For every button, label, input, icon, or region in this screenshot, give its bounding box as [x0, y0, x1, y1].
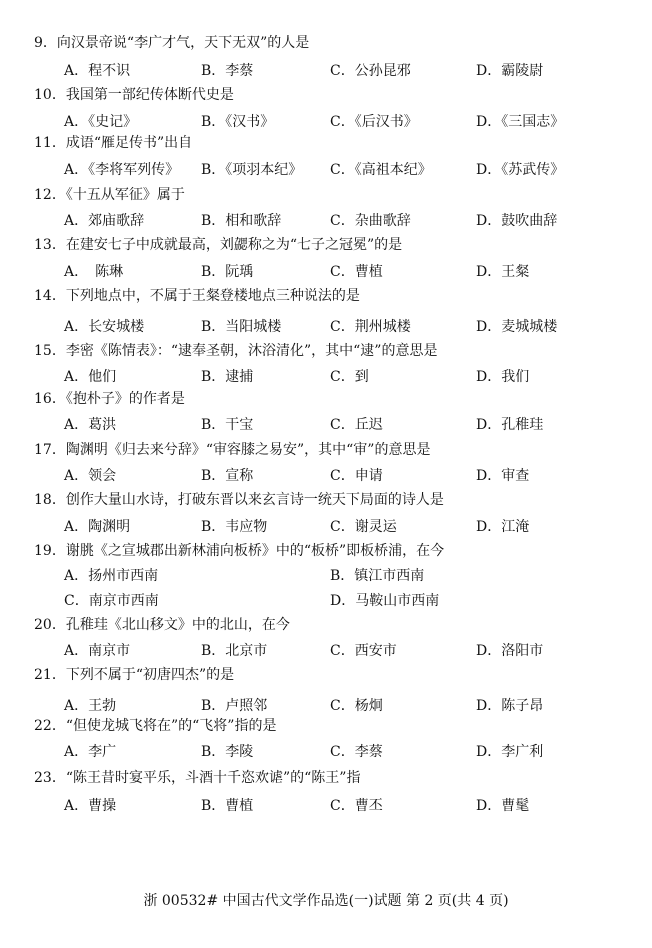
question-stem: 9．向汉景帝说“李广才气，天下无双”的人是	[34, 35, 310, 51]
question-stem: 13．在建安七子中成就最高，刘勰称之为“七子之冠冕”的是	[34, 237, 403, 253]
page-footer: 浙 00532# 中国古代文学作品选(一)试题 第 2 页(共 4 页)	[143, 893, 509, 909]
option-d: D．《三国志》	[476, 114, 565, 130]
option-a: A．程不识	[64, 63, 131, 79]
option-c: C．丘迟	[330, 417, 383, 433]
option-b: B．干宝	[201, 417, 254, 433]
option-a: A．陶渊明	[64, 519, 131, 535]
option-b: B．《汉书》	[201, 114, 275, 130]
question-stem: 21．下列不属于“初唐四杰”的是	[34, 667, 235, 683]
option-c: C．杨炯	[330, 698, 383, 714]
option-b: B．相和歌辞	[201, 213, 282, 229]
question-stem: 22．“但使龙城飞将在”的“飞将”指的是	[34, 718, 277, 734]
option-a: A．领会	[64, 468, 117, 484]
question-stem: 23．“陈王昔时宴平乐，斗酒十千恣欢谑”的“陈王”指	[34, 770, 361, 786]
option-b: B．阮瑀	[201, 264, 254, 280]
option-b: B．北京市	[201, 643, 268, 659]
option-a: A．扬州市西南	[64, 568, 159, 584]
option-d: D．曹髦	[476, 798, 530, 814]
option-b: B．镇江市西南	[330, 568, 425, 584]
option-c: C．西安市	[330, 643, 397, 659]
question-stem: 12．《十五从军征》属于	[34, 187, 185, 203]
option-a: A．长安城楼	[64, 319, 145, 335]
option-c: C．到	[330, 369, 369, 385]
option-c: C．曹丕	[330, 798, 383, 814]
question-stem: 11．成语“雁足传书”出自	[34, 135, 193, 151]
question-stem: 19．谢朓《之宣城郡出新林浦向板桥》中的“板桥”即板桥浦，在今	[34, 543, 445, 559]
option-c: C．杂曲歌辞	[330, 213, 411, 229]
option-b: B．曹植	[201, 798, 254, 814]
option-b: B．韦应物	[201, 519, 268, 535]
option-a: A．李广	[64, 744, 117, 760]
option-c: C．曹植	[330, 264, 383, 280]
option-b: B．李蔡	[201, 63, 254, 79]
option-b: B．逮捕	[201, 369, 254, 385]
option-a: A．郊庙歌辞	[64, 213, 145, 229]
option-b: B．当阳城楼	[201, 319, 282, 335]
option-d: D．鼓吹曲辞	[476, 213, 558, 229]
option-a: A． 陈琳	[64, 264, 124, 280]
option-a: A．葛洪	[64, 417, 117, 433]
option-c: C．荆州城楼	[330, 319, 411, 335]
option-a: A．曹操	[64, 798, 117, 814]
option-d: D．《苏武传》	[476, 162, 565, 178]
option-a: A．他们	[64, 369, 117, 385]
option-d: D．麦城城楼	[476, 319, 558, 335]
option-b: B．《项羽本纪》	[201, 162, 303, 178]
option-c: C．《高祖本纪》	[330, 162, 432, 178]
option-d: D．我们	[476, 369, 530, 385]
option-c: C．李蔡	[330, 744, 383, 760]
option-d: D．霸陵尉	[476, 63, 544, 79]
option-c: C．《后汉书》	[330, 114, 418, 130]
option-d: D．审查	[476, 468, 530, 484]
option-c: C．南京市西南	[64, 593, 159, 609]
question-stem: 17．陶渊明《归去来兮辞》“审容膝之易安”，其中“审”的意思是	[34, 442, 431, 458]
option-c: C．申请	[330, 468, 383, 484]
question-stem: 14．下列地点中，不属于王粲登楼地点三种说法的是	[34, 288, 360, 304]
option-a: A．《李将军列传》	[64, 162, 180, 178]
option-d: D．洛阳市	[476, 643, 544, 659]
option-d: D．马鞍山市西南	[330, 593, 440, 609]
option-d: D．江淹	[476, 519, 530, 535]
option-c: C．公孙昆邪	[330, 63, 411, 79]
option-a: A．王勃	[64, 698, 117, 714]
option-a: A．《史记》	[64, 114, 138, 130]
option-b: B．卢照邻	[201, 698, 268, 714]
option-d: D．王粲	[476, 264, 530, 280]
option-c: C．谢灵运	[330, 519, 397, 535]
option-d: D．孔稚珪	[476, 417, 544, 433]
option-b: B．宣称	[201, 468, 254, 484]
question-stem: 18．创作大量山水诗，打破东晋以来玄言诗一统天下局面的诗人是	[34, 492, 444, 508]
option-a: A．南京市	[64, 643, 131, 659]
option-b: B．李陵	[201, 744, 254, 760]
option-d: D．李广利	[476, 744, 544, 760]
question-stem: 20．孔稚珪《北山移文》中的北山，在今	[34, 617, 290, 633]
question-stem: 15．李密《陈情表》：“逮奉圣朝，沐浴清化”，其中“逮”的意思是	[34, 343, 438, 359]
option-d: D．陈子昂	[476, 698, 544, 714]
question-stem: 10．我国第一部纪传体断代史是	[34, 87, 234, 103]
question-stem: 16．《抱朴子》的作者是	[34, 391, 185, 407]
